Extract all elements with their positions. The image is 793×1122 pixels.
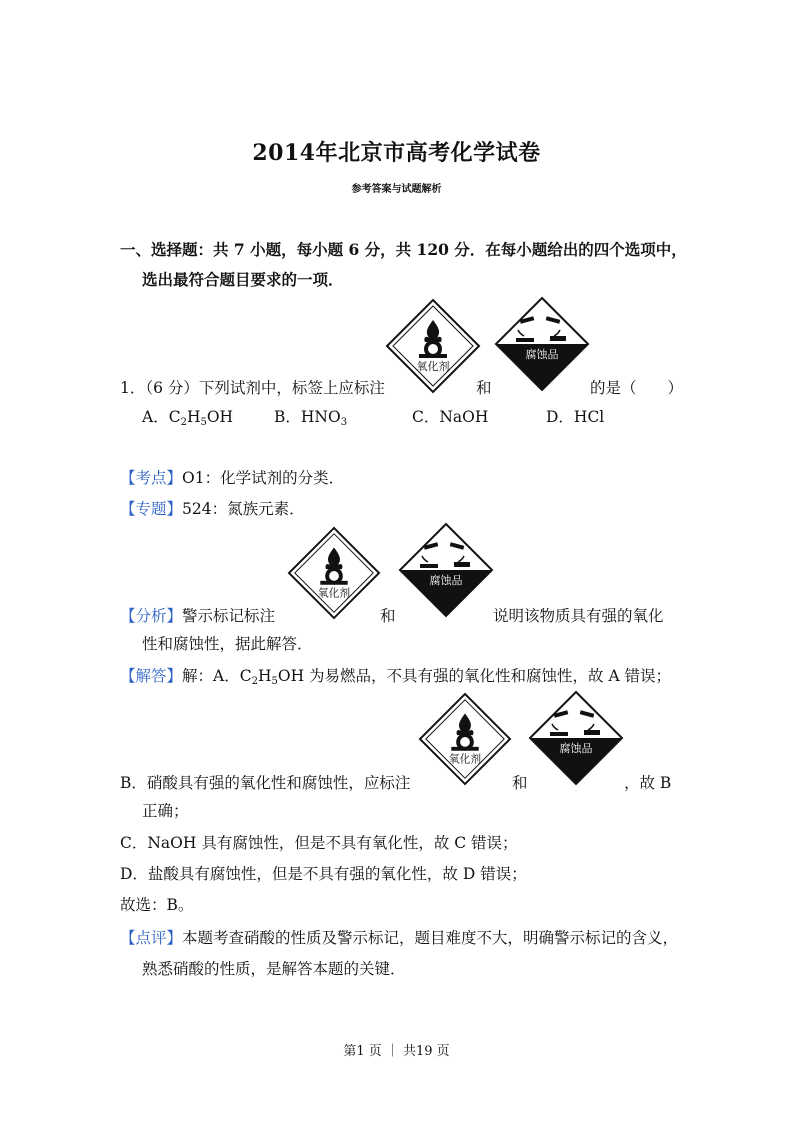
fenxi-post: 说明该物质具有强的氧化: [493, 607, 664, 625]
answer-b-post: ，故 B: [624, 774, 672, 792]
zhuanti-tag: 【专题】: [120, 500, 183, 518]
dianping-line2: 熟悉硝酸的性质，是解答本题的关键．: [142, 960, 406, 978]
section-heading-line1: 一、选择题：共 7 小题，每小题 6 分，共 120 分．在每小题给出的四个选项中，: [120, 240, 687, 259]
question-suffix: 的是（ ）: [590, 379, 684, 397]
document-subtitle: 参考答案与试题解析: [351, 184, 442, 195]
oxidizer-hazard-sign-icon: [385, 298, 481, 394]
section-heading-line2: 选出最符合题目要求的一项．: [142, 270, 344, 289]
svg-text:腐蚀品: 腐蚀品: [559, 742, 593, 755]
oxidizer-label: 氧化剂: [416, 360, 450, 373]
document-title: 2014年北京市高考化学试卷: [252, 140, 541, 166]
jieda-tag: 【解答】: [120, 667, 183, 685]
oxidizer-hazard-sign-icon: [287, 526, 381, 620]
fenxi-and: 和: [380, 607, 396, 625]
dianping-tag: 【点评】: [120, 929, 183, 947]
page-footer: 第1 页 ｜ 共19 页: [343, 1044, 450, 1059]
corrosive-label: 腐蚀品: [525, 348, 559, 361]
answer-b-line2: 正确；: [142, 802, 189, 820]
svg-text:氧化剂: 氧化剂: [317, 586, 351, 600]
fenxi-line2: 性和腐蚀性，据此解答．: [142, 635, 313, 653]
oxidizer-hazard-sign-icon: [418, 692, 512, 786]
option-d: D．HCl: [546, 408, 605, 426]
fenxi-line: 【分析】警示标记标注: [120, 607, 276, 625]
fenxi-tag: 【分析】: [120, 607, 183, 625]
jieda-line: 【解答】解：A．$C_2H_5OH$ 为易燃品，不具有强的氧化性和腐蚀性，故 A 错误；: [120, 667, 672, 687]
answer-c-line: C．NaOH 具有腐蚀性，但是不具有氧化性，故 C 错误；: [120, 834, 518, 852]
kaodian-line: 【考点】O1：化学试剂的分类．: [120, 469, 345, 487]
question-prefix: 1．（6 分）下列试剂中，标签上应标注: [120, 379, 385, 397]
svg-text:氧化剂: 氧化剂: [448, 752, 482, 766]
dianping-line: 【点评】本题考查硝酸的性质及警示标记，题目难度不大，明确警示标记的含义，: [120, 929, 679, 947]
answer-d-line: D．盐酸具有腐蚀性，但是不具有强的氧化性，故 D 错误；: [120, 865, 527, 883]
option-a: A．$C_2H_5OH$: [142, 408, 234, 428]
answer-b-and: 和: [512, 774, 528, 792]
svg-text:腐蚀品: 腐蚀品: [429, 574, 463, 587]
corrosive-hazard-sign-icon: [398, 522, 494, 618]
question-and: 和: [476, 379, 492, 397]
zhuanti-line: 【专题】524：氮族元素．: [120, 500, 305, 518]
answer-b-line: B．硝酸具有强的氧化性和腐蚀性，应标注: [120, 774, 411, 792]
option-c: C．NaOH: [412, 408, 489, 426]
kaodian-tag: 【考点】: [120, 469, 183, 487]
option-b: B．$HNO_3$: [274, 408, 348, 428]
corrosive-hazard-sign-icon: [494, 296, 590, 392]
answer-choice: 故选：B。: [120, 896, 194, 914]
corrosive-hazard-sign-icon: [528, 690, 624, 786]
